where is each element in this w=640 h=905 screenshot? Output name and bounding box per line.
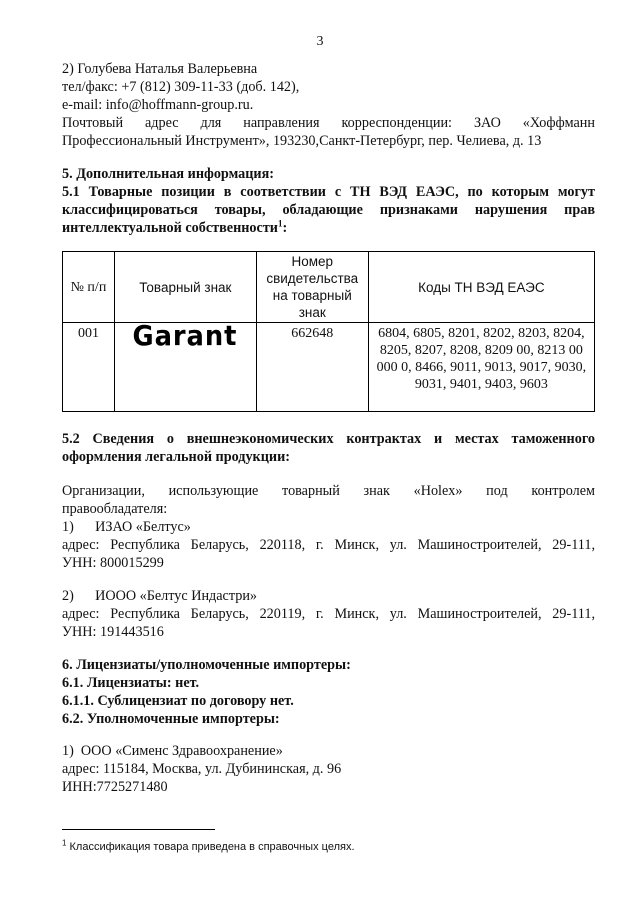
header-num: № п/п	[63, 252, 115, 323]
org1-name: 1) ИЗАО «Белтус»	[62, 519, 191, 535]
section52-intro-line2: правообладателя:	[62, 501, 168, 517]
org2-address: адрес: Республика Беларусь, 220119, г. Минск, ул. Машиностроителей, 29-111,	[62, 606, 595, 622]
cell-codes: 6804, 6805, 8201, 8202, 8203, 8204, 8205, 8207, 8208, 8209 00, 8213 00 000 0, 8466, 9011, 9013, 9017, 9030, 9031, 9401, 9403, 9603	[368, 323, 594, 412]
contact-block	[62, 60, 595, 150]
section51-line2: классифицироваться товары, обладающие признаками нарушения прав	[62, 202, 595, 218]
section5-heading: 5. Дополнительная информация:	[62, 166, 274, 182]
section51-line3-text: интеллектуальной собственности	[62, 220, 278, 236]
table-row	[63, 323, 595, 412]
contact-email: e-mail: info@hoffmann-group.ru.	[62, 97, 254, 113]
section62: 6.2. Уполномоченные импортеры:	[62, 711, 280, 727]
section52-intro-line1: Организации, использующие товарный знак «Holex» под контролем	[62, 483, 595, 499]
table-header-row	[63, 252, 595, 323]
section5-block	[62, 165, 595, 237]
trademark-table	[62, 251, 595, 412]
footnote-mark: 1	[62, 838, 67, 848]
org2-name: 2) ИООО «Белтус Индастри»	[62, 588, 258, 604]
org1-unn: УНН: 800015299	[62, 555, 164, 571]
header-cert: Номер свидетельства на товарный знак	[256, 252, 368, 323]
section6-heading: 6. Лицензиаты/уполномоченные импортеры:	[62, 657, 351, 673]
importer1-inn: ИНН:7725271480	[62, 779, 168, 795]
header-trademark: Товарный знак	[114, 252, 256, 323]
footnote	[62, 838, 355, 856]
section52-heading-line2: оформления легальной продукции:	[62, 449, 290, 465]
section52-heading-line1: 5.2 Сведения о внешнеэкономических контрактах и местах таможенного	[62, 431, 595, 447]
footnote-divider	[62, 829, 215, 830]
footnote-ref: 1	[277, 218, 283, 229]
section61: 6.1. Лицензиаты: нет.	[62, 675, 200, 691]
contact-address-line1: Почтовый адрес для направления корреспонденции: ЗАО «Хоффманн	[62, 115, 595, 131]
section611: 6.1.1. Сублицензиат по договору нет.	[62, 693, 294, 709]
importer1-address: адрес: 115184, Москва, ул. Дубининская, д. 96	[62, 761, 342, 777]
cell-cert: 662648	[256, 323, 368, 412]
org1-address: адрес: Республика Беларусь, 220118, г. Минск, ул. Машиностроителей, 29-111,	[62, 537, 595, 553]
org2-unn: УНН: 191443516	[62, 624, 164, 640]
importer1-name: 1) ООО «Сименс Здравоохранение»	[62, 743, 283, 759]
section6-block	[62, 656, 595, 728]
section52-intro	[62, 482, 595, 572]
contact-phone: тел/факс: +7 (812) 309-11-33 (доб. 142),	[62, 79, 300, 95]
cell-num: 001	[63, 323, 115, 412]
section51-line3-tail: :	[282, 220, 288, 236]
header-codes: Коды ТН ВЭД ЕАЭС	[368, 252, 594, 323]
footnote-text: Классификация товара приведена в справочных целях.	[66, 841, 355, 853]
contact-address-line2: Профессиональный Инструмент», 193230,Санкт-Петербург, пер. Челиева, д. 13	[62, 133, 542, 149]
section51-line3	[62, 219, 595, 237]
cell-trademark	[114, 319, 256, 412]
importer-block	[62, 742, 595, 796]
org2-block	[62, 587, 595, 641]
section52-heading-block	[62, 430, 595, 466]
contact-name: 2) Голубева Наталья Валерьевна	[62, 61, 258, 77]
garant-logo: Garant	[132, 319, 238, 352]
section51-line1: 5.1 Товарные позиции в соответствии с ТН ВЭД ЕАЭС, по которым могут	[62, 184, 595, 200]
page-number: 3	[316, 34, 324, 49]
